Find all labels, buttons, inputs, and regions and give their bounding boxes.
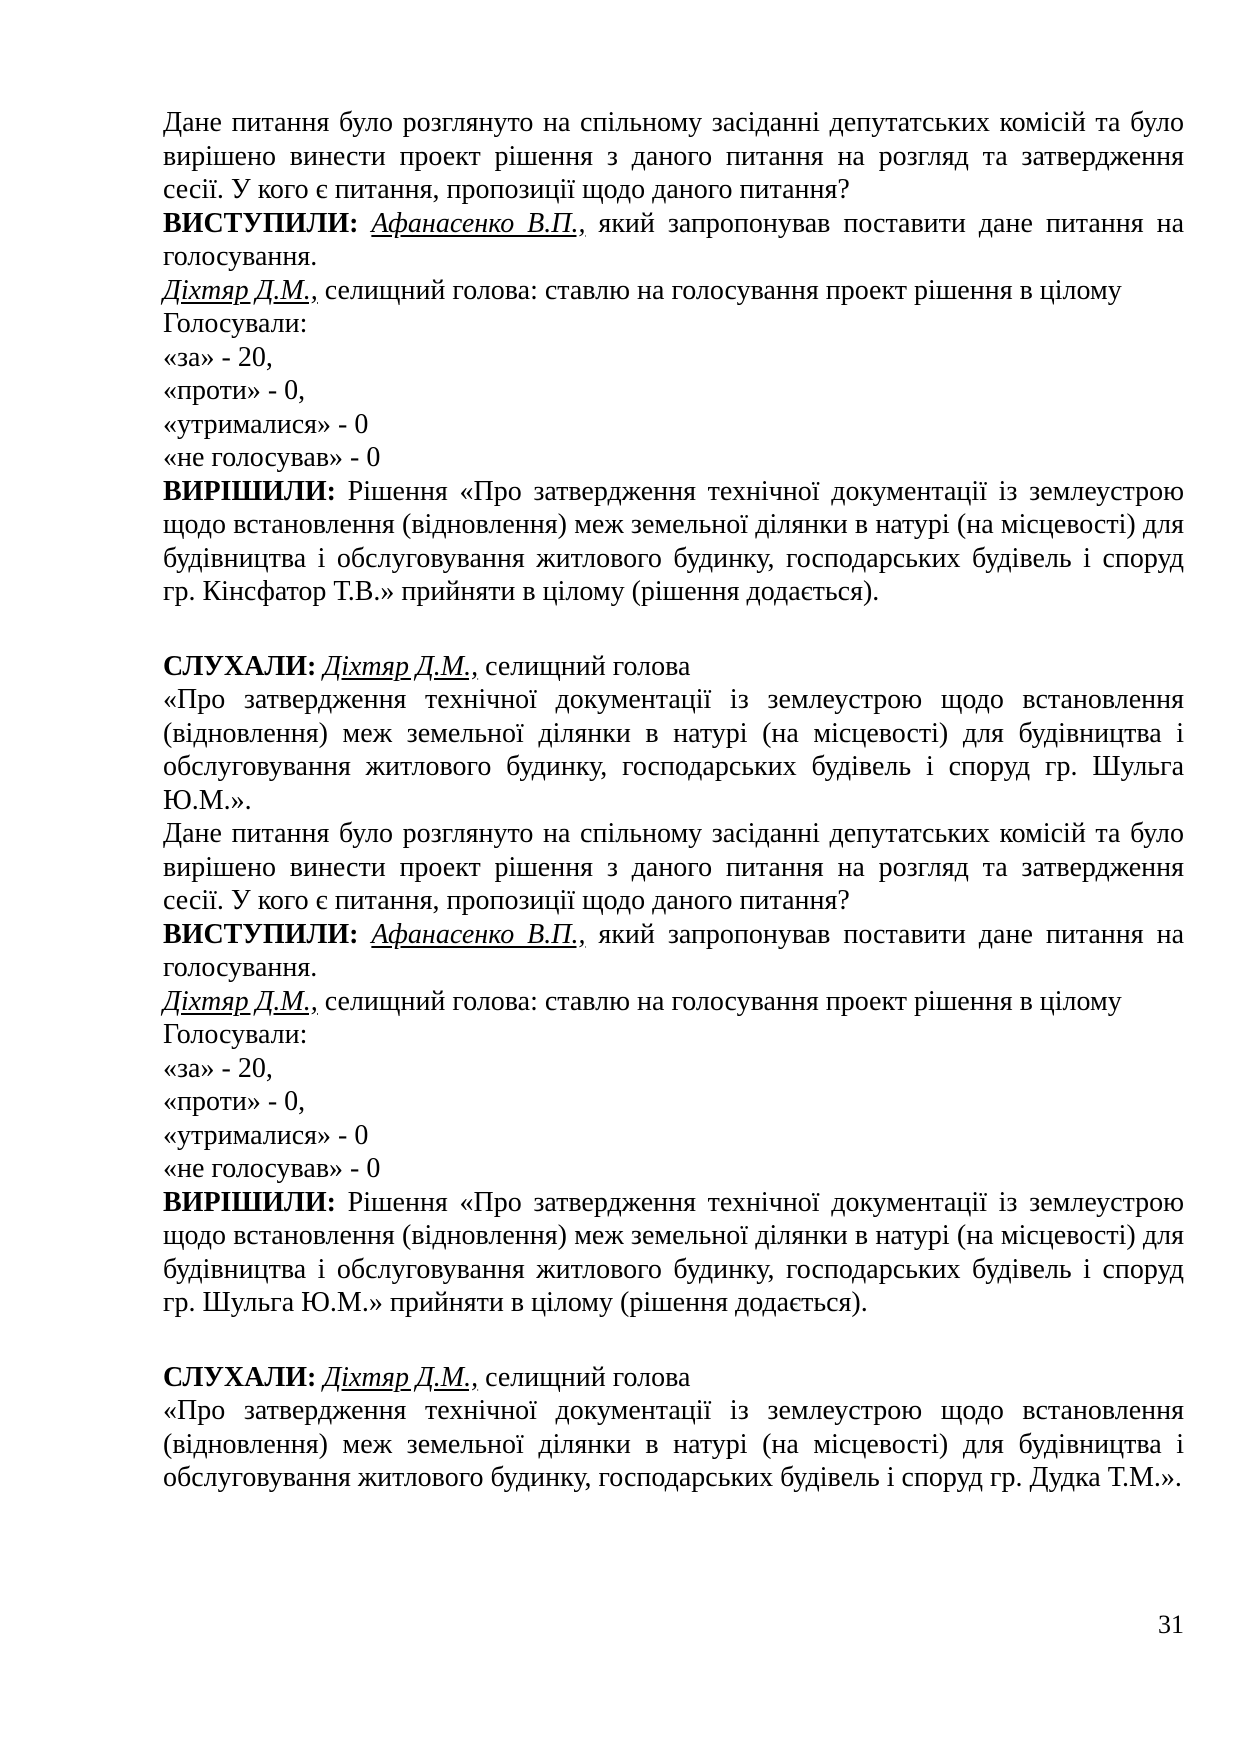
speaker-dikhtiar: Діхтяр Д.М., bbox=[323, 650, 479, 682]
block1-vote-proty: «проти» - 0, bbox=[163, 375, 306, 406]
block2-intro: Дане питання було розглянуто на спільному засіданні депутатських комісій та було вирішено винести проект рішення з даного питання на розгляд та затвердження сесії. У кого є питання, пропозиції щодо даного питання? bbox=[163, 818, 1184, 916]
head-statement-text: селищний голова: ставлю на голосування проект рішення в цілому bbox=[317, 985, 1122, 1017]
speaker-dikhtiar: Діхтяр Д.М., bbox=[163, 274, 318, 306]
sluhaly-label: СЛУХАЛИ: bbox=[163, 1361, 317, 1393]
speaker-dikhtiar: Діхтяр Д.М., bbox=[323, 1361, 479, 1393]
block3-sluhaly bbox=[163, 1361, 1184, 1395]
block2-sluhaly bbox=[163, 650, 1184, 684]
sluhaly-text: селищний голова bbox=[478, 1361, 691, 1393]
speaker-dikhtiar: Діхтяр Д.М., bbox=[163, 985, 318, 1017]
block2-topic: «Про затвердження технічної документації із землеустрою щодо встановлення (відновлення) меж земельної ділянки в натурі (на місцевості) для будівництва і обслуговування житлового будинку, господарських будівель і споруд гр. Шульга Ю.М.». bbox=[163, 684, 1184, 816]
block1-vote-utrymalysia: «утрималися» - 0 bbox=[163, 408, 369, 440]
sluhaly-text: селищний голова bbox=[478, 650, 691, 682]
block2-vote-za: «за» - 20, bbox=[163, 1052, 273, 1084]
decision-text: Рішення «Про затвердження технічної документації із землеустрою щодо встановлення (відновлення) меж земельної ділянки в натурі (на місцевості) для будівництва і обслуговування житлового будинку, господарських будівель і споруд гр. Кінсфатор Т.В.» прийняти в цілому (рішення додається). bbox=[163, 475, 1184, 607]
block3-topic: «Про затвердження технічної документації із землеустрою щодо встановлення (відновлення) меж земельної ділянки в натурі (на місцевості) для будівництва і обслуговування житлового будинку, господарських будівель і споруд гр. Дудка Т.М.». bbox=[163, 1395, 1184, 1493]
block2-vote-proty: «проти» - 0, bbox=[163, 1086, 306, 1117]
block2-head-statement bbox=[163, 985, 1184, 1019]
vyrishyly-label: ВИРІШИЛИ: bbox=[163, 1186, 336, 1218]
section-gap bbox=[163, 609, 1184, 650]
block2-vote-utrymalysia: «утрималися» - 0 bbox=[163, 1119, 369, 1151]
head-statement-text: селищний голова: ставлю на голосування проект рішення в цілому bbox=[317, 274, 1122, 306]
speaker-afanasenko: Афанасенко В.П., bbox=[371, 207, 586, 239]
section-gap bbox=[163, 1320, 1184, 1361]
decision-text: Рішення «Про затвердження технічної документації із землеустрою щодо встановлення (відновлення) меж земельної ділянки в натурі (на місцевості) для будівництва і обслуговування житлового будинку, господарських будівель і споруд гр. Шульга Ю.М.» прийняти в цілому (рішення додається). bbox=[163, 1186, 1184, 1318]
vyrishyly-label: ВИРІШИЛИ: bbox=[163, 475, 336, 507]
block2-decision bbox=[163, 1186, 1184, 1320]
block1-intro: Дане питання було розглянуто на спільному засіданні депутатських комісій та було вирішено винести проект рішення з даного питання на розгляд та затвердження сесії. У кого є питання, пропозиції щодо даного питання? bbox=[163, 107, 1184, 205]
block1-vote-za: «за» - 20, bbox=[163, 341, 273, 373]
block1-head-statement bbox=[163, 274, 1184, 308]
block1-vystupyly bbox=[163, 207, 1184, 274]
block1-vote-ne-holosuvav: «не голосував» - 0 bbox=[163, 442, 381, 473]
vystupyly-text: який запропонував поставити дане питання на голосування. bbox=[163, 207, 1184, 272]
vystupyly-label: ВИСТУПИЛИ: bbox=[163, 207, 359, 239]
block2-vystupyly bbox=[163, 918, 1184, 985]
block2-vote-ne-holosuvav: «не голосував» - 0 bbox=[163, 1153, 381, 1184]
block1-holosuvaly: Голосували: bbox=[163, 308, 308, 339]
vystupyly-label: ВИСТУПИЛИ: bbox=[163, 918, 359, 950]
speaker-afanasenko: Афанасенко В.П., bbox=[371, 918, 586, 950]
document-body bbox=[163, 106, 1184, 1495]
block1-decision bbox=[163, 475, 1184, 609]
page-number: 31 bbox=[1158, 1610, 1184, 1639]
block2-holosuvaly: Голосували: bbox=[163, 1019, 308, 1050]
sluhaly-label: СЛУХАЛИ: bbox=[163, 650, 317, 682]
vystupyly-text: який запропонував поставити дане питання на голосування. bbox=[163, 918, 1184, 983]
